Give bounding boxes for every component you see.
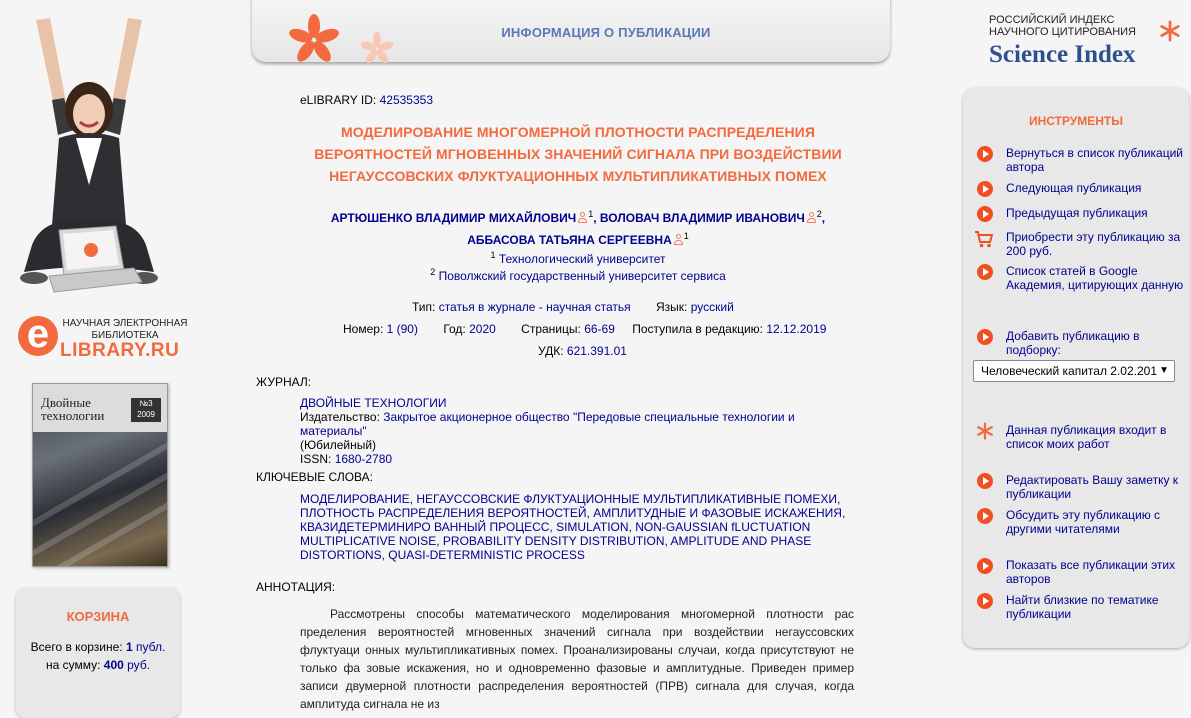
journal-cover[interactable] [32,383,168,567]
article-title: МОДЕЛИРОВАНИЕ МНОГОМЕРНОЙ ПЛОТНОСТИ РАСПРЕДЕЛЕНИЯ ВЕРОЯТНОСТЕЙ МГНОВЕННЫХ ЗНАЧЕНИЙ СИГНАЛА ПРИ ВОЗДЕЙСТВИИ НЕГАУССОВСКИХ ФЛУКТУАЦИОННЫХ МУЛЬТИПЛИКАТИВНЫХ ПОМЕХ [314,124,842,184]
asterisk-icon [976,422,994,440]
tools-panel: ИНСТРУМЕНТЫ Вернуться в список публикаций автора Следующая публикация Предыдущая публикация Приобрести эту публикацию за 200 руб. Список статей в Google Академия, цитирующих данную Добавить публикацию в подборку: Человеческий капитал 2.02.201 ▼ Данная публикация входит в список моих работ Редактировать Вашу заметку к публикации Обсудить эту публикацию с другими читателями Показать все публикации этих авторов Найти близкие по тематике публикации [963,88,1189,648]
keywords-list [300,492,856,562]
person-icon[interactable] [577,212,588,223]
abstract-text: Рассмотрены способы математического моделирования многомерной плотности рас пределения вероятностей мгновенных значений сигнала при воздействии негауссовских флуктуаци онных мультипликативных помех. Проанализированы случаи, когда присутствуют не только фа зовые искажения, но и одновременно фазовые и амплитудные. Приведен пример записи двумерной плотности распределения вероятностей (ПРВ) сигнала для случая, когда амплитуда сигнала не из [300,607,854,711]
tools-title: ИНСТРУМЕНТЫ [1028,114,1124,128]
asterisk-icon [288,14,340,66]
play-icon [977,146,993,162]
author-link[interactable]: АРТЮШЕНКО ВЛАДИМИР МИХАЙЛОВИЧ [330,211,577,225]
keywords-section-label: КЛЮЧЕВЫЕ СЛОВА: [256,470,373,484]
affiliation-link[interactable]: Технологический университет [498,252,666,266]
author-link[interactable]: АББАСОВА ТАТЬЯНА СЕРГЕЕВНА [467,233,672,247]
author-link[interactable]: ВОЛОВАЧ ВЛАДИМИР ИВАНОВИЧ [599,211,805,225]
cart-title: КОРЗИНА [66,609,130,624]
authors-list: АРТЮШЕНКО ВЛАДИМИР МИХАЙЛОВИЧ $^1$, ВОЛОВАЧ ВЛАДИМИР ИВАНОВИЧ $^2$, АББАСОВА ТАТЬЯНА СЕРГЕЕВНА $^1$ [330,209,826,247]
science-index-name: Science Index [989,41,1136,68]
issue-link[interactable]: 1 (90) [386,322,418,336]
affiliation-link[interactable]: Поволжский государственный университет сервиса [438,269,726,283]
play-icon [977,508,993,524]
chevron-down-icon: ▼ [1159,365,1169,376]
udk-row: УДК: 621.391.01 [538,344,627,358]
journal-cover-issue: №3 2009 [131,398,161,422]
hero-woman-laptop-illustration [14,10,164,300]
person-icon[interactable] [673,234,684,245]
elibrary-tagline: НАУЧНАЯ ЭЛЕКТРОННАЯ БИБЛИОТЕКА [62,318,188,341]
elibrary-e-icon: e [18,316,58,356]
science-index-logo[interactable]: РОССИЙСКИЙ ИНДЕКС НАУЧНОГО ЦИТИРОВАНИЯ Science Index [989,14,1179,74]
cart-panel [16,588,180,718]
publisher-link[interactable]: Закрытое акционерное общество "Передовые специальные технологии и материалы" [300,410,795,438]
cart-total: Всего в корзине: 1 публ. [30,640,166,654]
elibrary-logo[interactable] [18,312,198,362]
journal-section-label: ЖУРНАЛ: [256,375,312,389]
affiliation: $^1$ Технологический университет [490,250,666,266]
asterisk-icon [1159,20,1181,42]
affiliation: $^2$ Поволжский государственный университет сервиса [430,267,726,283]
elibrary-id: eLIBRARY ID: 42535353 [300,93,433,107]
play-icon [977,206,993,222]
type-row: Тип: статья в журнале - научная статья Язык: русский [412,300,734,314]
play-icon [977,329,993,345]
cart-icon [974,230,994,248]
play-icon [977,593,993,609]
issue-row: Номер: 1 (90) Год: 2020 Страницы: 66-69 Поступила в редакцию: 12.12.2019 [343,322,827,336]
cart-total-link[interactable]: 1 публ. [125,640,166,654]
play-icon [977,264,993,280]
elibrary-name: LIBRARY.RU [60,340,180,361]
left-column [0,0,200,697]
header-bar [252,0,890,62]
play-icon [977,181,993,197]
person-icon[interactable] [806,212,817,223]
journal-link[interactable]: ДВОЙНЫЕ ТЕХНОЛОГИИ [300,396,447,410]
collection-select[interactable]: Человеческий капитал 2.02.201 ▼ [973,360,1175,382]
play-icon [977,558,993,574]
keyword-links[interactable]: МОДЕЛИРОВАНИЕ, НЕГАУССОВСКИЕ ФЛУКТУАЦИОННЫЕ МУЛЬТИПЛИКАТИВНЫЕ ПОМЕХИ, ПЛОТНОСТЬ РАСПРЕДЕЛЕНИЯ ВЕРОЯТНОСТЕЙ, АМПЛИТУДНЫЕ И ФАЗОВЫЕ ИСКАЖЕНИЯ, КВАЗИДЕТЕРМИНИРО ВАННЫЙ ПРОЦЕСС, SIMULATION, NON-GAUSSIAN fLUCTUATION MULTIPLICATIVE NOISE, PROBABILITY DENSITY DISTRIBUTION, AMPLITUDE AND PHASE DISTORTIONS, QUASI-DETERMINISTIC PROCESS [300,492,846,562]
play-icon [977,473,993,489]
journal-block: ДВОЙНЫЕ ТЕХНОЛОГИИ Издательство: Закрытое акционерное общество "Передовые специальные технологии и материалы" (Юбилейный) ISSN: 1680-2780 [300,396,795,466]
abstract-section-label: АННОТАЦИЯ: [256,580,336,594]
cart-sum: на сумму: 400 руб. [45,658,151,672]
page-title: ИНФОРМАЦИЯ О ПУБЛИКАЦИИ [501,25,711,40]
journal-cover-title: Двойные технологии [41,395,105,423]
